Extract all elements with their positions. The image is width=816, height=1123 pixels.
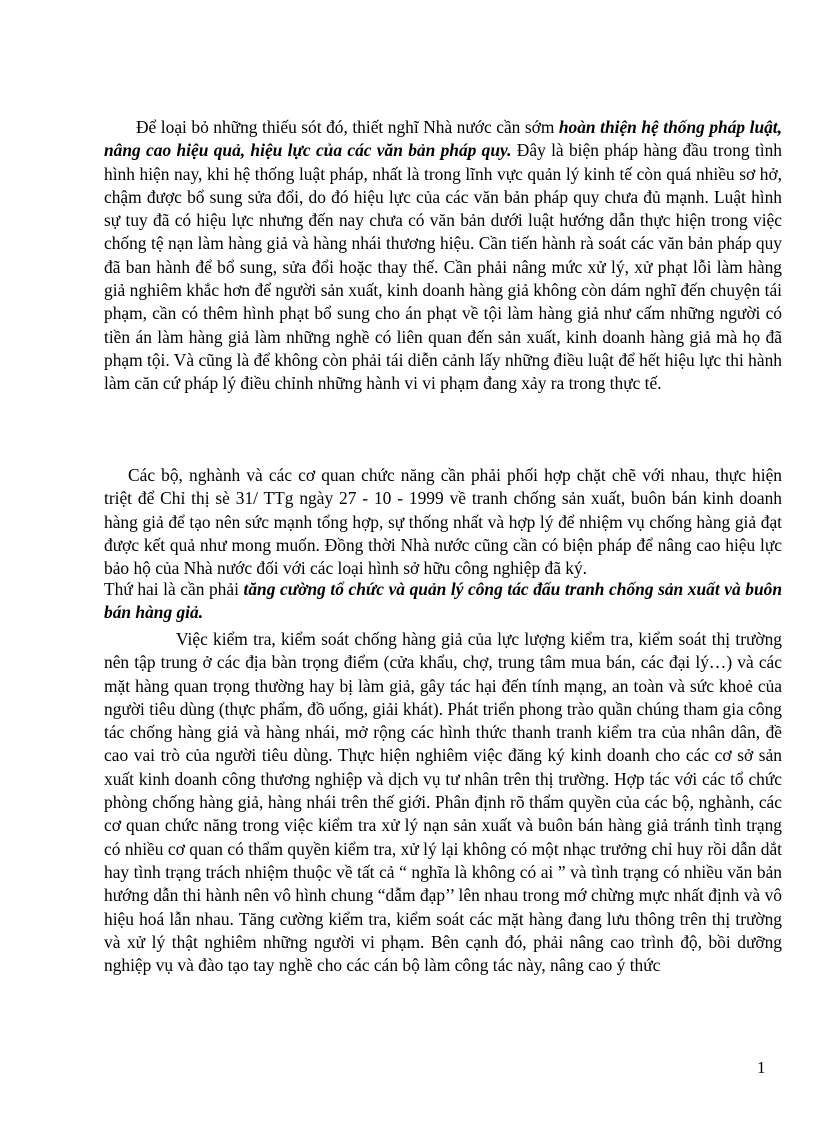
paragraph-3 [104,578,782,625]
paragraph-3-intro: Thứ hai là cần phải [104,579,244,599]
paragraph-2 [104,464,782,580]
paragraph-4 [104,628,782,977]
paragraph-2-body: Các bộ, nghành và các cơ quan chức năng cần phải phối hợp chặt chẽ với nhau, thực hiện triệt để Chỉ thị sè 31/ TTg ngày 27 - 10 - 1999 về tranh chống sản xuất, buôn bán kinh doanh hàng giả để tạo nên sức mạnh tổng hợp, sự thống nhất và hợp lý để nhiệm vụ chống hàng giả đạt được kết quả như mong muốn. Đồng thời Nhà nước cũng cần có biện pháp để nâng cao hiệu lực bảo hộ của Nhà nước đối với các loại hình sở hữu công nghiệp đã ký. [104,465,782,579]
paragraph-1-intro: Để loại bỏ những thiếu sót đó, thiết nghĩ Nhà nước cần sớm [136,117,559,137]
paragraph-3-emphasis: tăng cường tổ chức và quản lý công tác đấu tranh chống sản xuất và buôn bán hàng giả. [104,579,782,623]
paragraph-1-body: Đây là biện pháp hàng đầu trong tình hình hiện nay, khi hệ thống luật pháp, nhất là trong lĩnh vực quản lý kinh tế còn quá nhiều sơ hở, chậm được bổ sung sửa đổi, do đó hiệu lực của các văn bản pháp quy chưa đủ mạnh. Luật hình sự tuy đã có hiệu lực nhưng đến nay chưa có văn bản dưới luật hướng dẫn thực hiện trong việc chống tệ nạn làm hàng giả và hàng nhái thương hiệu. Cần tiến hành rà soát các văn bản pháp quy đã ban hành để bổ sung, sửa đổi hoặc thay thế. Cần phải nâng mức xử lý, xử phạt lỗi làm hàng giả nghiêm khắc hơn để người sản xuất, kinh doanh hàng giả không còn dám nghĩ đến chuyện tái phạm, cần có thêm hình phạt bổ sung cho án phạt về tội làm hàng giả như cấm những người có tiền án làm hàng giả làm những nghề có liên quan đến sản xuất, kinh doanh hàng giả mà họ đã phạm tội. Và cũng là để không còn phải tái diễn cảnh lấy những điều luật để hết hiệu lực thi hành làm căn cứ pháp lý điều chỉnh những hành vi vi phạm đang xảy ra trong thực tế. [104,140,782,394]
paragraph-4-body: Việc kiểm tra, kiểm soát chống hàng giả của lực lượng kiểm tra, kiểm soát thị trường nên tập trung ở các địa bàn trọng điểm (cửa khẩu, chợ, trung tâm mua bán, các đại lý…) và các mặt hàng quan trọng thường hay bị làm giả, gây tác hại đến tính mạng, an toàn và sức khoẻ của người tiêu dùng (thực phẩm, đồ uống, giải khát). Phát triển phong trào quần chúng tham gia công tác chống hàng giả và hàng nhái, mở rộng các hình thức thanh tranh kiểm tra của nhân dân, đề cao vai trò của người tiêu dùng. Thực hiện nghiêm việc đăng ký kinh doanh cho các cơ sở sản xuất kinh doanh công thương nghiệp và dịch vụ tư nhân trên thị trường. Hợp tác với các tổ chức phòng chống hàng giả, hàng nhái trên thế giới. Phân định rõ thẩm quyền của các bộ, nghành, các cơ quan chức năng trong việc kiểm tra xử lý nạn sản xuất và buôn bán hàng giả tránh tình trạng có nhiều cơ quan có thẩm quyền kiểm tra, xử lý lại không có một nhạc trưởng chỉ huy rồi dẫn dắt hay tình trạng trách nhiệm thuộc về tất cả “ nghĩa là không có ai ” và tình trạng có nhiều văn bản hướng dẫn thi hành nên vô hình chung “dẫm đạp’’ lên nhau trong mớ chừng mực nhất định và vô hiệu hoá lẫn nhau. Tăng cường kiểm tra, kiểm soát các mặt hàng đang lưu thông trên thị trường và xử lý thật nghiêm những người vi phạm. Bên cạnh đó, phải nâng cao trình độ, bồi dưỡng nghiệp vụ và đào tạo tay nghề cho các cán bộ làm công tác này, nâng cao ý thức [104,629,782,976]
page-number: 1 [757,1058,766,1077]
paragraph-1-emphasis: hoàn thiện hệ thống pháp luật, nâng cao hiệu quả, hiệu lực của các văn bản pháp quy. [104,117,782,161]
paragraph-1 [104,116,782,396]
